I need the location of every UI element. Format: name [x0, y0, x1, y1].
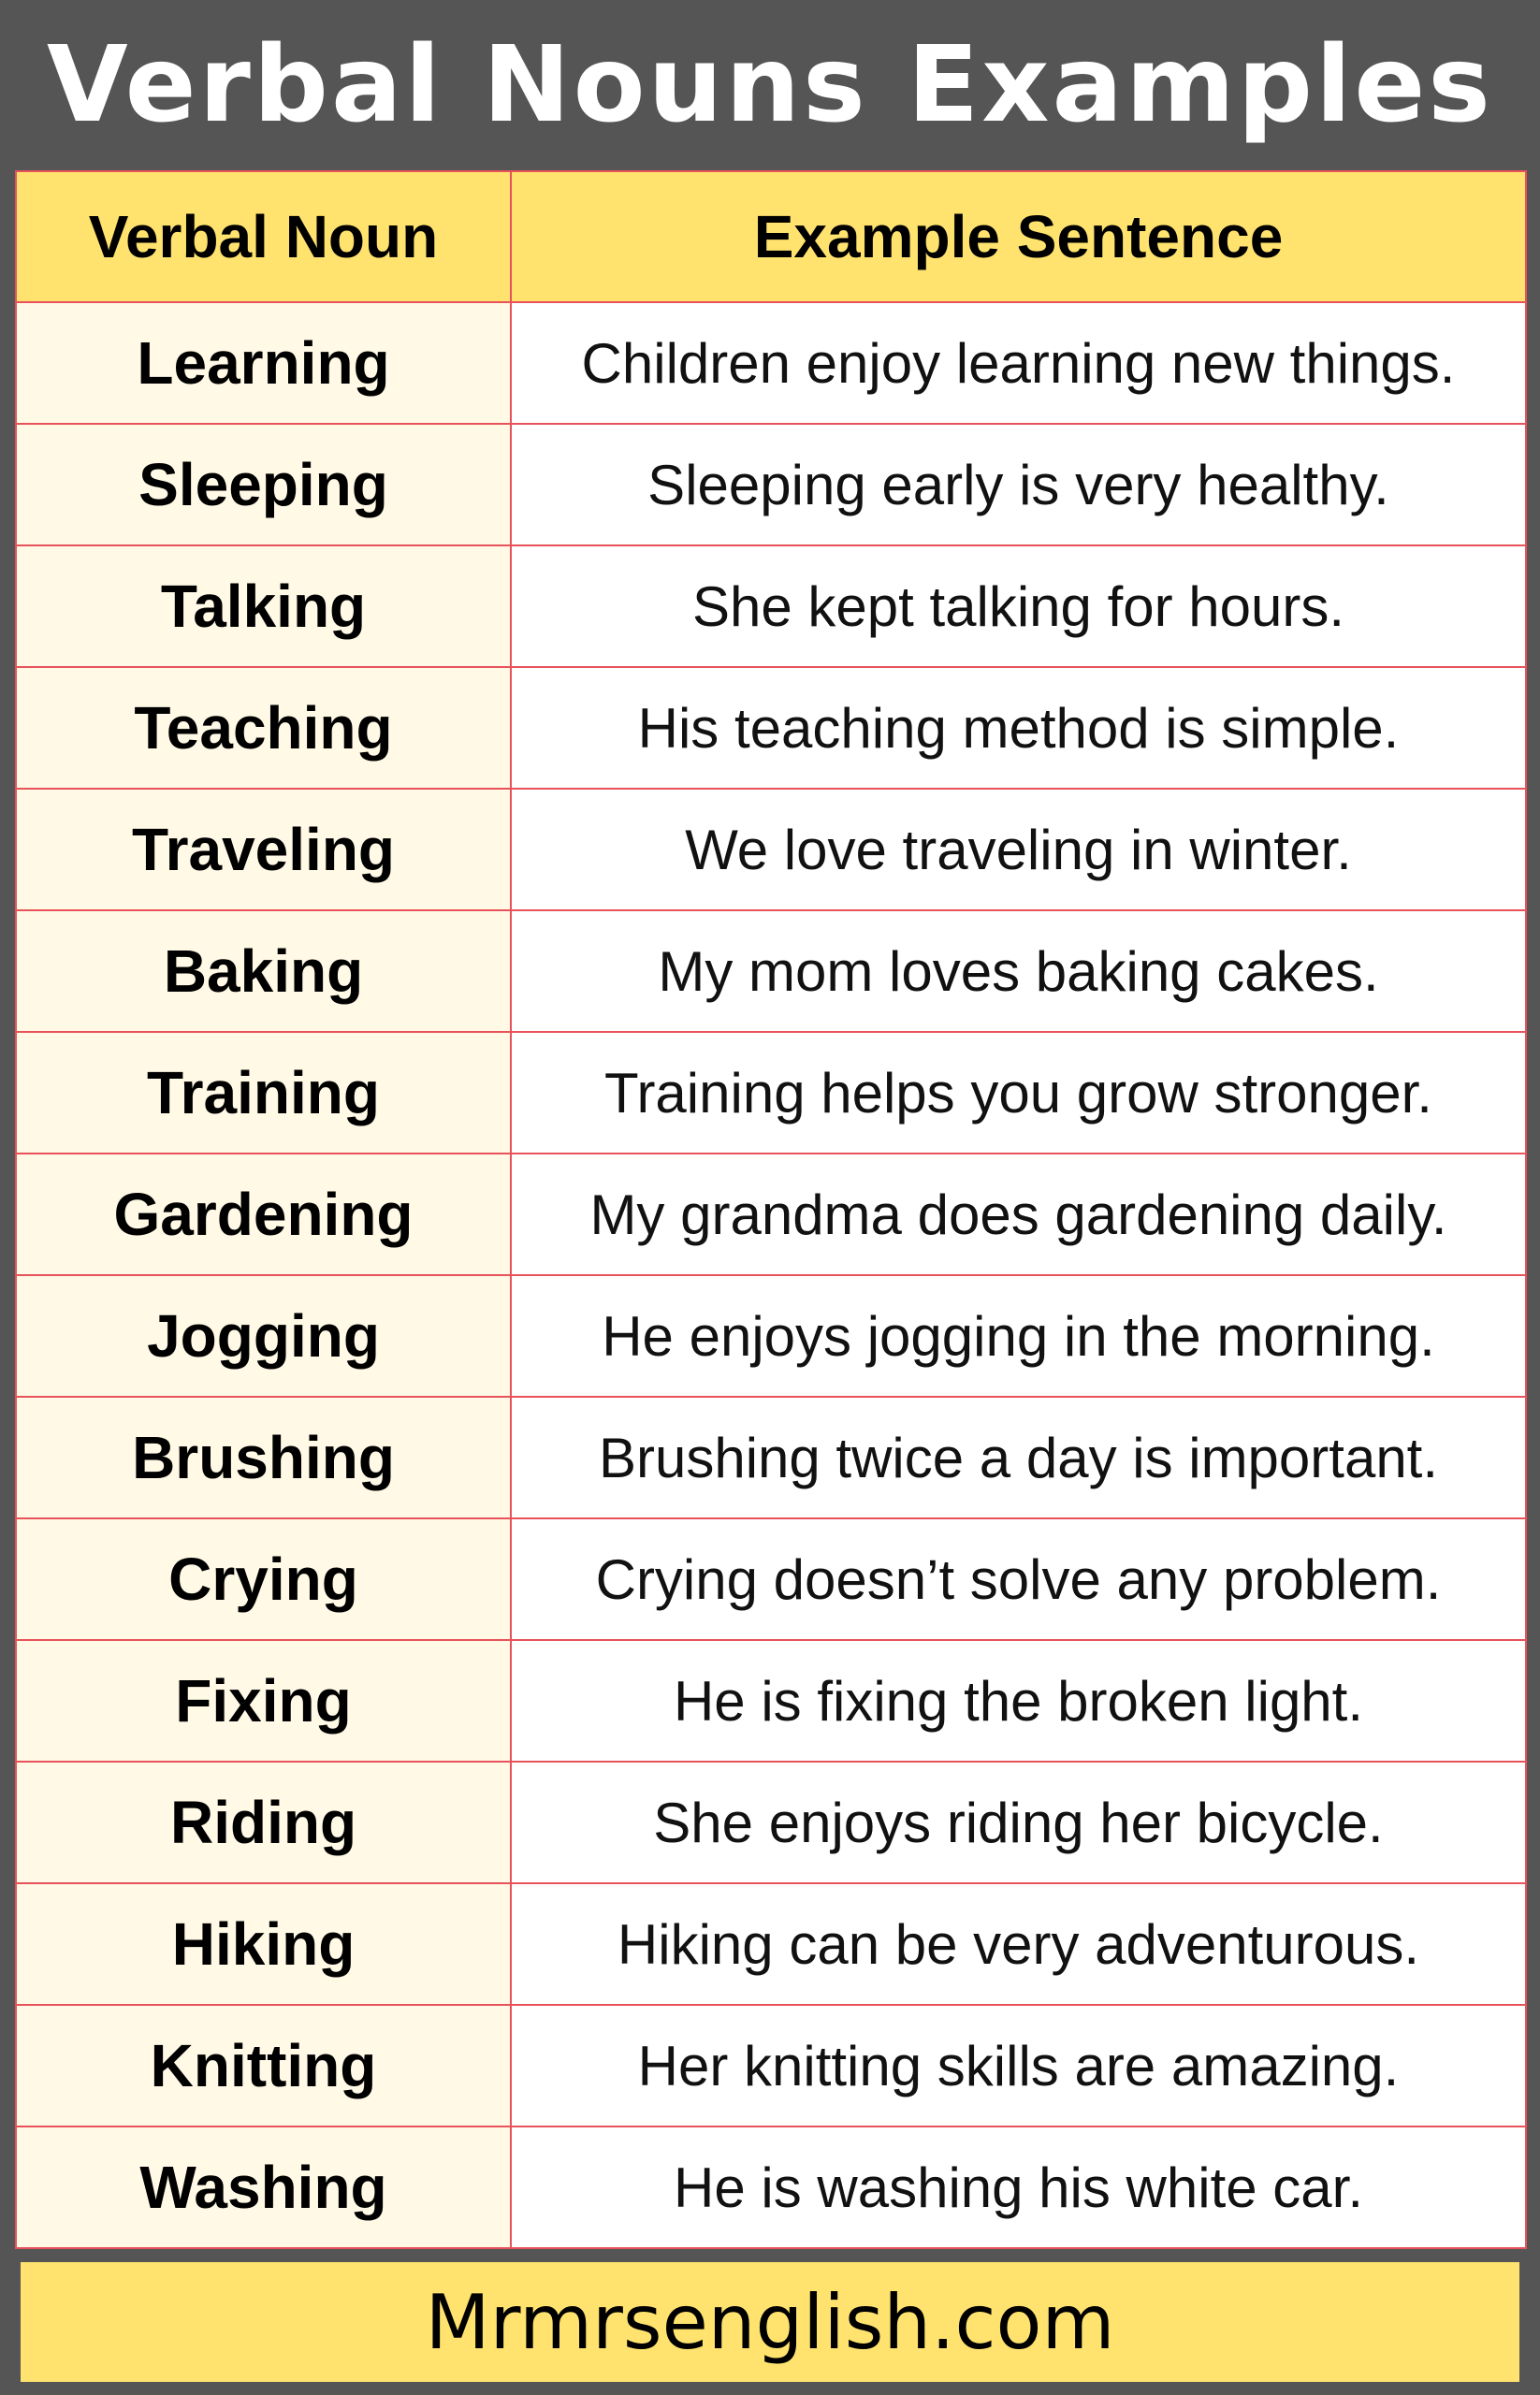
- table-row: [16, 545, 1526, 667]
- verbal-noun-cell: Teaching: [16, 667, 511, 789]
- example-sentence-cell: He enjoys jogging in the morning.: [511, 1275, 1526, 1397]
- verbal-noun-cell: Washing: [16, 2126, 511, 2248]
- verbal-noun-cell: Crying: [16, 1518, 511, 1640]
- verbal-noun-cell: Sleeping: [16, 424, 511, 545]
- example-sentence-cell: Her knitting skills are amazing.: [511, 2005, 1526, 2126]
- example-sentence-cell: His teaching method is simple.: [511, 667, 1526, 789]
- verbal-noun-cell: Traveling: [16, 789, 511, 910]
- website-footer: Mrmrsenglish.com: [21, 2262, 1519, 2382]
- table-row: [16, 1275, 1526, 1397]
- table-row: [16, 1032, 1526, 1154]
- example-sentence-cell: Hiking can be very adventurous.: [511, 1883, 1526, 2005]
- table-row: [16, 302, 1526, 424]
- table-row: [16, 2005, 1526, 2126]
- table-row: [16, 2126, 1526, 2248]
- example-sentence-cell: Sleeping early is very healthy.: [511, 424, 1526, 545]
- table-row: [16, 1640, 1526, 1762]
- page-title: Verbal Nouns Examples: [47, 24, 1493, 146]
- example-sentence-cell: Crying doesn’t solve any problem.: [511, 1518, 1526, 1640]
- verbal-noun-cell: Gardening: [16, 1154, 511, 1275]
- table-row: [16, 1762, 1526, 1883]
- table-header-row: [16, 171, 1526, 302]
- example-sentence-cell: She kept talking for hours.: [511, 545, 1526, 667]
- verbal-noun-cell: Learning: [16, 302, 511, 424]
- table-row: [16, 1883, 1526, 2005]
- verbal-noun-cell: Training: [16, 1032, 511, 1154]
- verbal-noun-cell: Hiking: [16, 1883, 511, 2005]
- example-sentence-cell: My mom loves baking cakes.: [511, 910, 1526, 1032]
- example-sentence-cell: Training helps you grow stronger.: [511, 1032, 1526, 1154]
- table-row: [16, 1397, 1526, 1518]
- table-row: [16, 1154, 1526, 1275]
- verbal-noun-cell: Baking: [16, 910, 511, 1032]
- verbal-noun-cell: Jogging: [16, 1275, 511, 1397]
- column-header-verbal-noun: Verbal Noun: [16, 171, 511, 302]
- example-sentence-cell: My grandma does gardening daily.: [511, 1154, 1526, 1275]
- example-sentence-cell: We love traveling in winter.: [511, 789, 1526, 910]
- example-sentence-cell: Children enjoy learning new things.: [511, 302, 1526, 424]
- table-row: [16, 910, 1526, 1032]
- example-sentence-cell: He is washing his white car.: [511, 2126, 1526, 2248]
- verbal-noun-cell: Riding: [16, 1762, 511, 1883]
- table-row: [16, 789, 1526, 910]
- example-sentence-cell: He is fixing the broken light.: [511, 1640, 1526, 1762]
- verbal-noun-cell: Knitting: [16, 2005, 511, 2126]
- verbal-nouns-table: [15, 170, 1525, 2249]
- example-sentence-cell: She enjoys riding her bicycle.: [511, 1762, 1526, 1883]
- verbal-noun-cell: Talking: [16, 545, 511, 667]
- table-row: [16, 667, 1526, 789]
- example-sentence-cell: Brushing twice a day is important.: [511, 1397, 1526, 1518]
- column-header-example-sentence: Example Sentence: [511, 171, 1526, 302]
- verbal-noun-cell: Fixing: [16, 1640, 511, 1762]
- table-row: [16, 1518, 1526, 1640]
- table-row: [16, 424, 1526, 545]
- verbal-noun-cell: Brushing: [16, 1397, 511, 1518]
